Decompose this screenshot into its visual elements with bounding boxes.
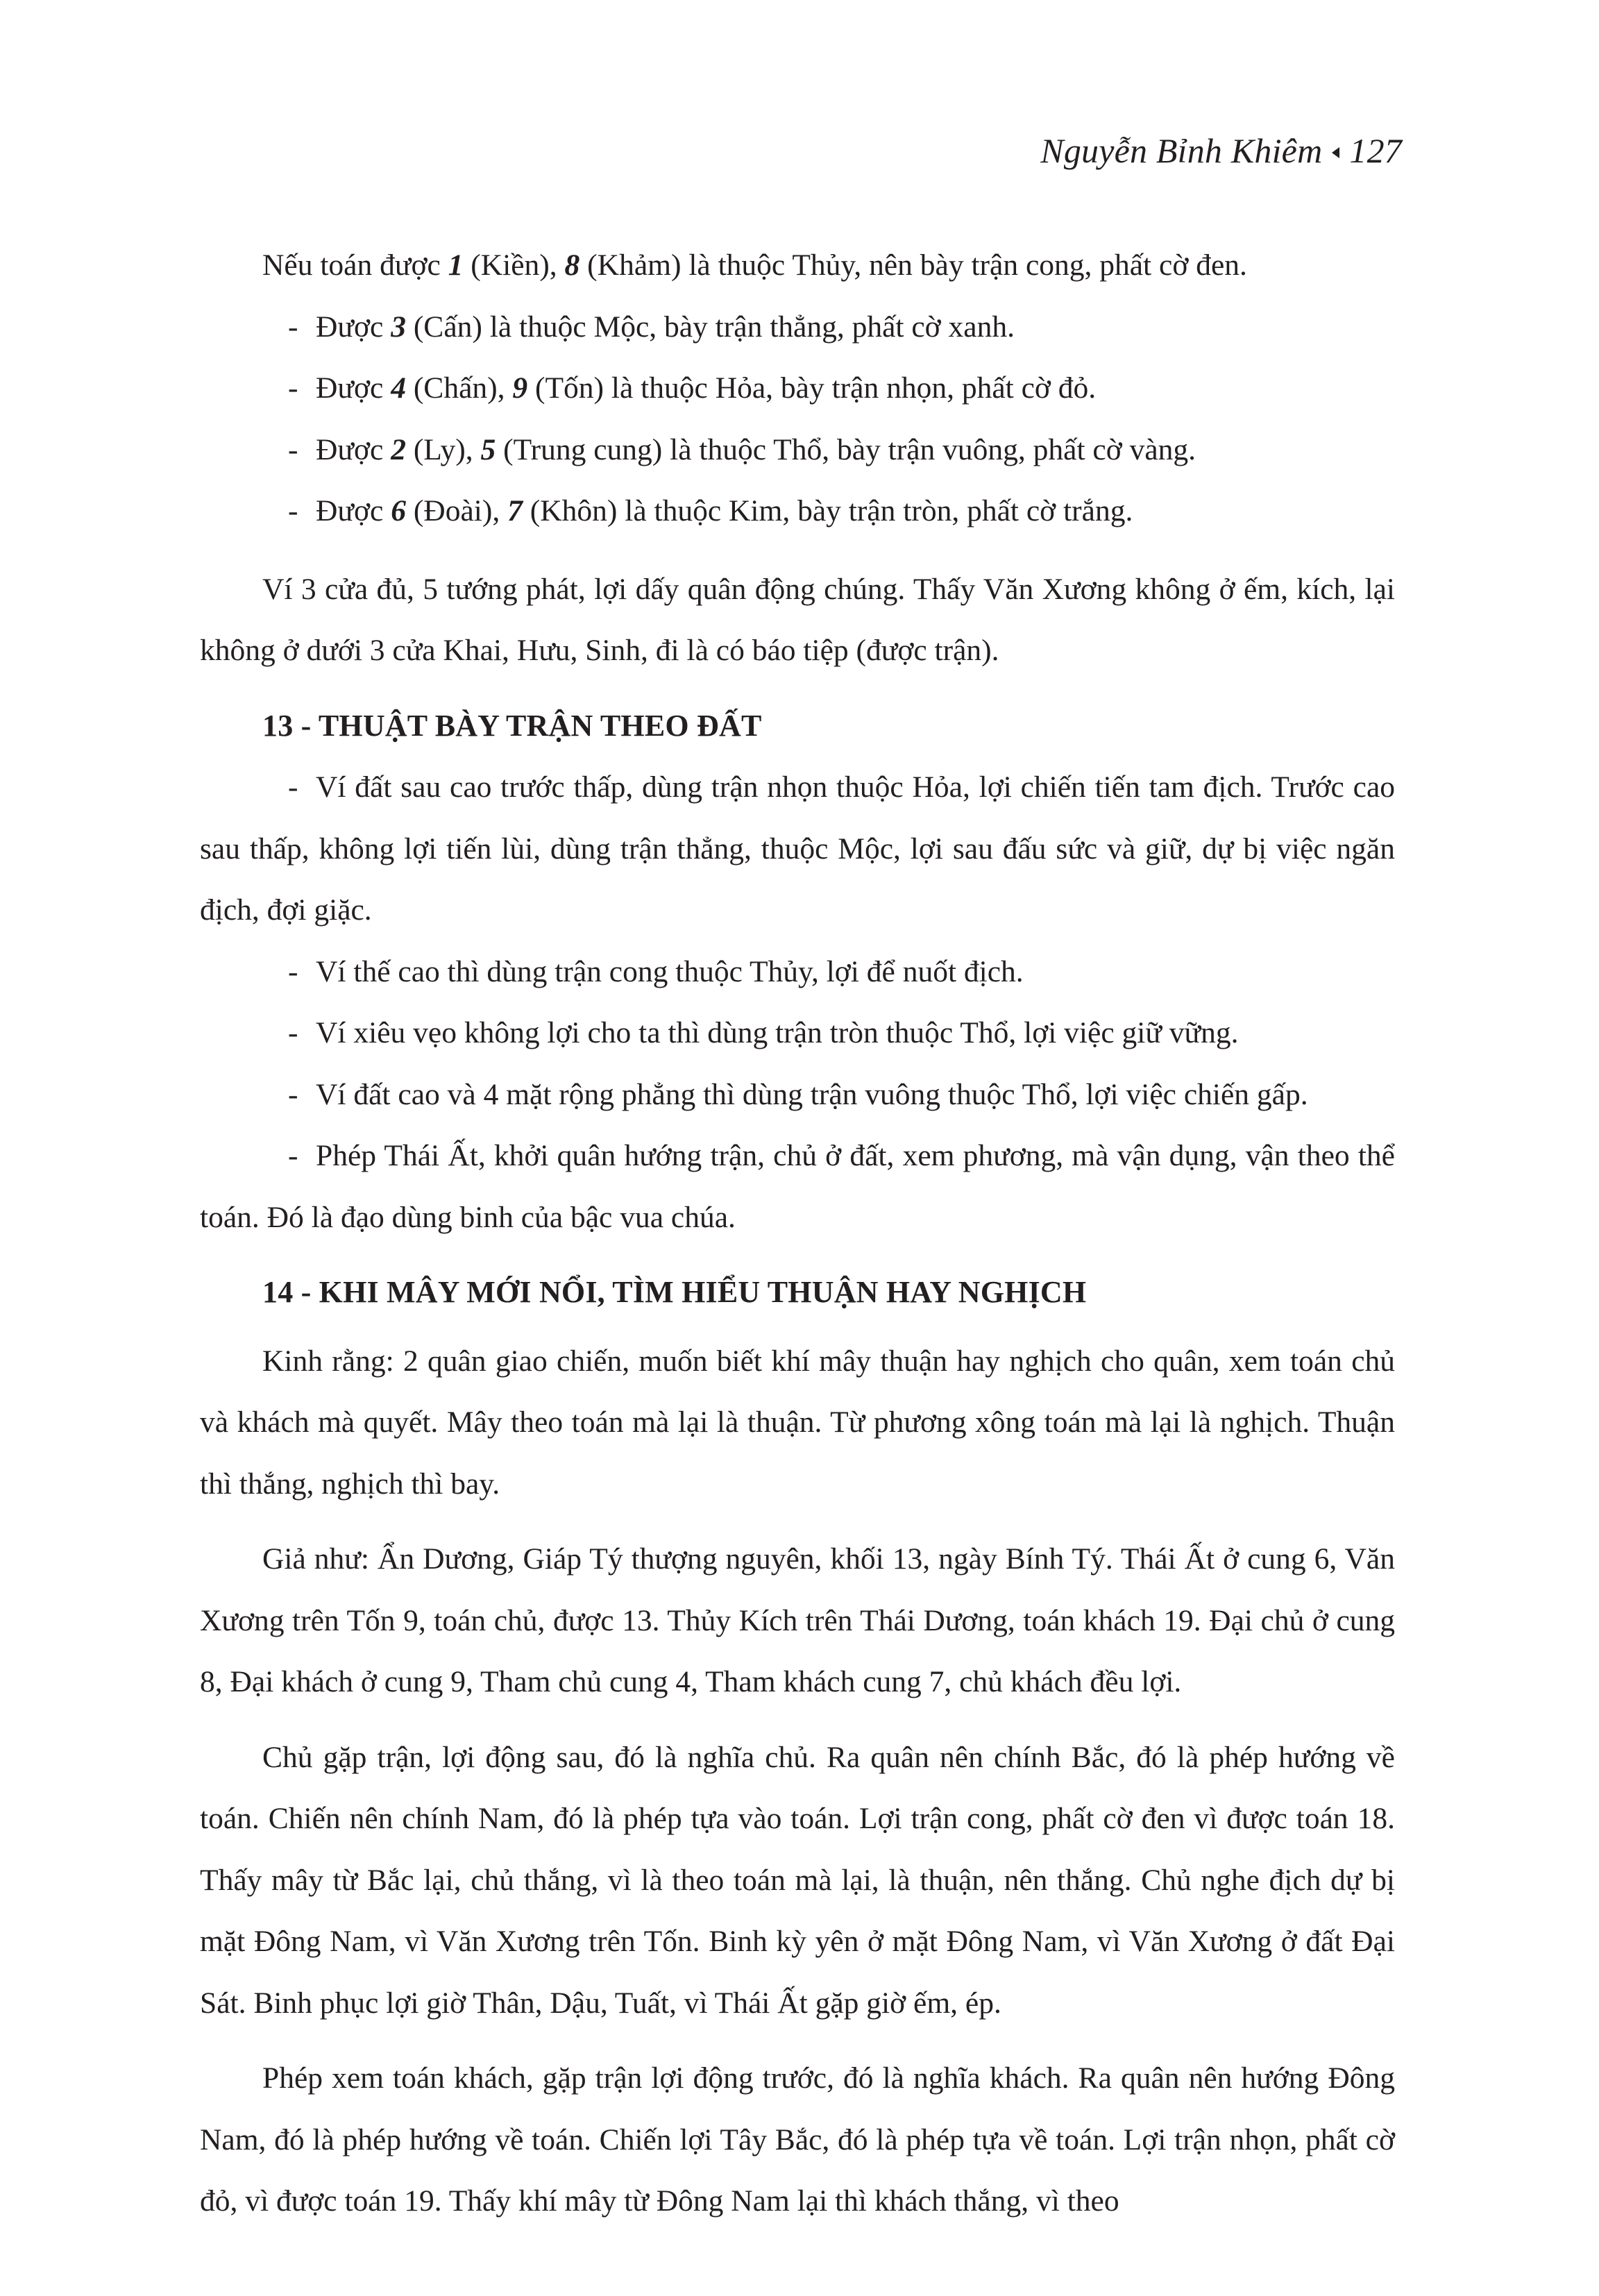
dash-marker: - <box>288 770 298 804</box>
number-emphasis: 2 <box>391 432 406 466</box>
number-emphasis: 8 <box>564 248 580 282</box>
section-heading-14: 14 - KHI MÂY MỚI NỔI, TÌM HIỂU THUẬN HAY NGHỊCH <box>262 1275 1087 1309</box>
page-body <box>200 235 1395 2232</box>
list-item-text: Ví thế cao thì dùng trận cong thuộc Thủy, lợi để nuốt địch. <box>316 954 1024 988</box>
body-paragraph: Kinh rằng: 2 quân giao chiến, muốn biết khí mây thuận hay nghịch cho quân, xem toán chủ và khách mà quyết. Mây theo toán mà lại là thuận. Từ phương xông toán mà lại là nghịch. Thuận thì thắng, nghịch thì bay. <box>200 1344 1395 1501</box>
list-item-text: Được <box>316 371 391 405</box>
list-item <box>200 1125 1395 1248</box>
list-item <box>200 1064 1395 1126</box>
number-emphasis: 5 <box>480 432 496 466</box>
number-emphasis: 9 <box>512 371 528 405</box>
body-paragraph: Giả như: Ẩn Dương, Giáp Tý thượng nguyên, khối 13, ngày Bính Tý. Thái Ất ở cung 6, Văn Xương trên Tốn 9, toán chủ, được 13. Thủy Kích trên Thái Dương, toán khách 19. Đại chủ ở cung 8, Đại khách ở cung 9, Tham chủ cung 4, Tham khách cung 7, chủ khách đều lợi. <box>200 1542 1395 1698</box>
list-item-text: Được <box>316 310 391 344</box>
list-item-text: Phép Thái Ất, khởi quân hướng trận, chủ ở đất, xem phương, mà vận dụng, vận theo thể toán. Đó là đạo dùng binh của bậc vua chúa. <box>200 1139 1395 1234</box>
dash-marker: - <box>288 1077 298 1111</box>
number-emphasis: 6 <box>391 494 406 527</box>
intro-text: Nếu toán được <box>262 248 448 282</box>
list-item <box>200 757 1395 941</box>
list-item-text: (Cấn) là thuộc Mộc, bày trận thẳng, phất cờ xanh. <box>405 310 1015 344</box>
list-item-text: (Chấn), <box>405 371 513 405</box>
intro-text: (Kiền), <box>463 248 565 282</box>
dash-marker: - <box>288 954 298 988</box>
number-emphasis: 1 <box>448 248 464 282</box>
element-list <box>200 296 1395 542</box>
left-triangle-icon <box>1332 147 1339 158</box>
intro-text: (Khảm) là thuộc Thủy, nên bày trận cong, phất cờ đen. <box>579 248 1247 282</box>
number-emphasis: 4 <box>391 371 406 405</box>
list-item-text: Được <box>316 432 391 466</box>
list-item-text: (Khôn) là thuộc Kim, bày trận tròn, phất cờ trắng. <box>522 494 1133 527</box>
list-item-text: (Đoài), <box>405 494 508 527</box>
number-emphasis: 3 <box>391 310 406 344</box>
list-item-text: (Trung cung) là thuộc Thổ, bày trận vuông, phất cờ vàng. <box>496 432 1196 466</box>
dash-marker: - <box>288 432 298 466</box>
list-item <box>200 296 1395 358</box>
intro-paragraph <box>200 235 1395 296</box>
list-item-text: Ví xiêu vẹo không lợi cho ta thì dùng trận tròn thuộc Thổ, lợi việc giữ vững. <box>316 1016 1239 1049</box>
body-paragraph: Ví 3 cửa đủ, 5 tướng phát, lợi dấy quân động chúng. Thấy Văn Xương không ở ếm, kích, lại không ở dưới 3 cửa Khai, Hưu, Sinh, đi là có báo tiệp (được trận). <box>200 572 1395 667</box>
list-item <box>200 941 1395 1003</box>
list-item-text: (Tốn) là thuộc Hỏa, bày trận nhọn, phất cờ đỏ. <box>527 371 1097 405</box>
dash-marker: - <box>288 371 298 405</box>
body-paragraph: Chủ gặp trận, lợi động sau, đó là nghĩa chủ. Ra quân nên chính Bắc, đó là phép hướng về toán. Chiến nên chính Nam, đó là phép tựa vào toán. Lợi trận cong, phất cờ đen vì được toán 18. Thấy mây từ Bắc lại, chủ thắng, vì là theo toán mà lại, là thuận, nên thắng. Chủ nghe địch dự bị mặt Đông Nam, vì Văn Xương trên Tốn. Binh kỳ yên ở mặt Đông Nam, vì Văn Xương ở đất Đại Sát. Binh phục lợi giờ Thân, Dậu, Tuất, vì Thái Ất gặp giờ ếm, ép. <box>200 1740 1395 2020</box>
list-item-text: Được <box>316 494 391 527</box>
dash-marker: - <box>288 494 298 527</box>
list-item-text: (Ly), <box>405 432 481 466</box>
list-item <box>200 419 1395 481</box>
list-item <box>200 480 1395 542</box>
body-paragraph: Phép xem toán khách, gặp trận lợi động trước, đó là nghĩa khách. Ra quân nên hướng Đông Nam, đó là phép hướng về toán. Chiến lợi Tây Bắc, đó là phép tựa về toán. Lợi trận nhọn, phất cờ đỏ, vì được toán 19. Thấy khí mây từ Đông Nam lại thì khách thắng, vì theo <box>200 2061 1395 2218</box>
list-item-text: Ví đất cao và 4 mặt rộng phẳng thì dùng trận vuông thuộc Thổ, lợi việc chiến gấp. <box>316 1077 1308 1111</box>
page-number: 127 <box>1349 131 1402 170</box>
dash-marker: - <box>288 1016 298 1049</box>
section-heading-13: 13 - THUẬT BÀY TRẬN THEO ĐẤT <box>262 708 762 743</box>
dash-marker: - <box>288 310 298 344</box>
list-item <box>200 1002 1395 1064</box>
list-item <box>200 357 1395 419</box>
list-item-text: Ví đất sau cao trước thấp, dùng trận nhọn thuộc Hỏa, lợi chiến tiến tam địch. Trước cao sau thấp, không lợi tiến lùi, dùng trận thẳng, thuộc Mộc, lợi sau đấu sức và giữ, dự bị việc ngăn địch, đợi giặc. <box>200 770 1395 927</box>
number-emphasis: 7 <box>507 494 523 527</box>
running-head <box>1040 130 1402 171</box>
dash-marker: - <box>288 1139 298 1172</box>
author-name: Nguyễn Bỉnh Khiêm <box>1040 131 1323 170</box>
